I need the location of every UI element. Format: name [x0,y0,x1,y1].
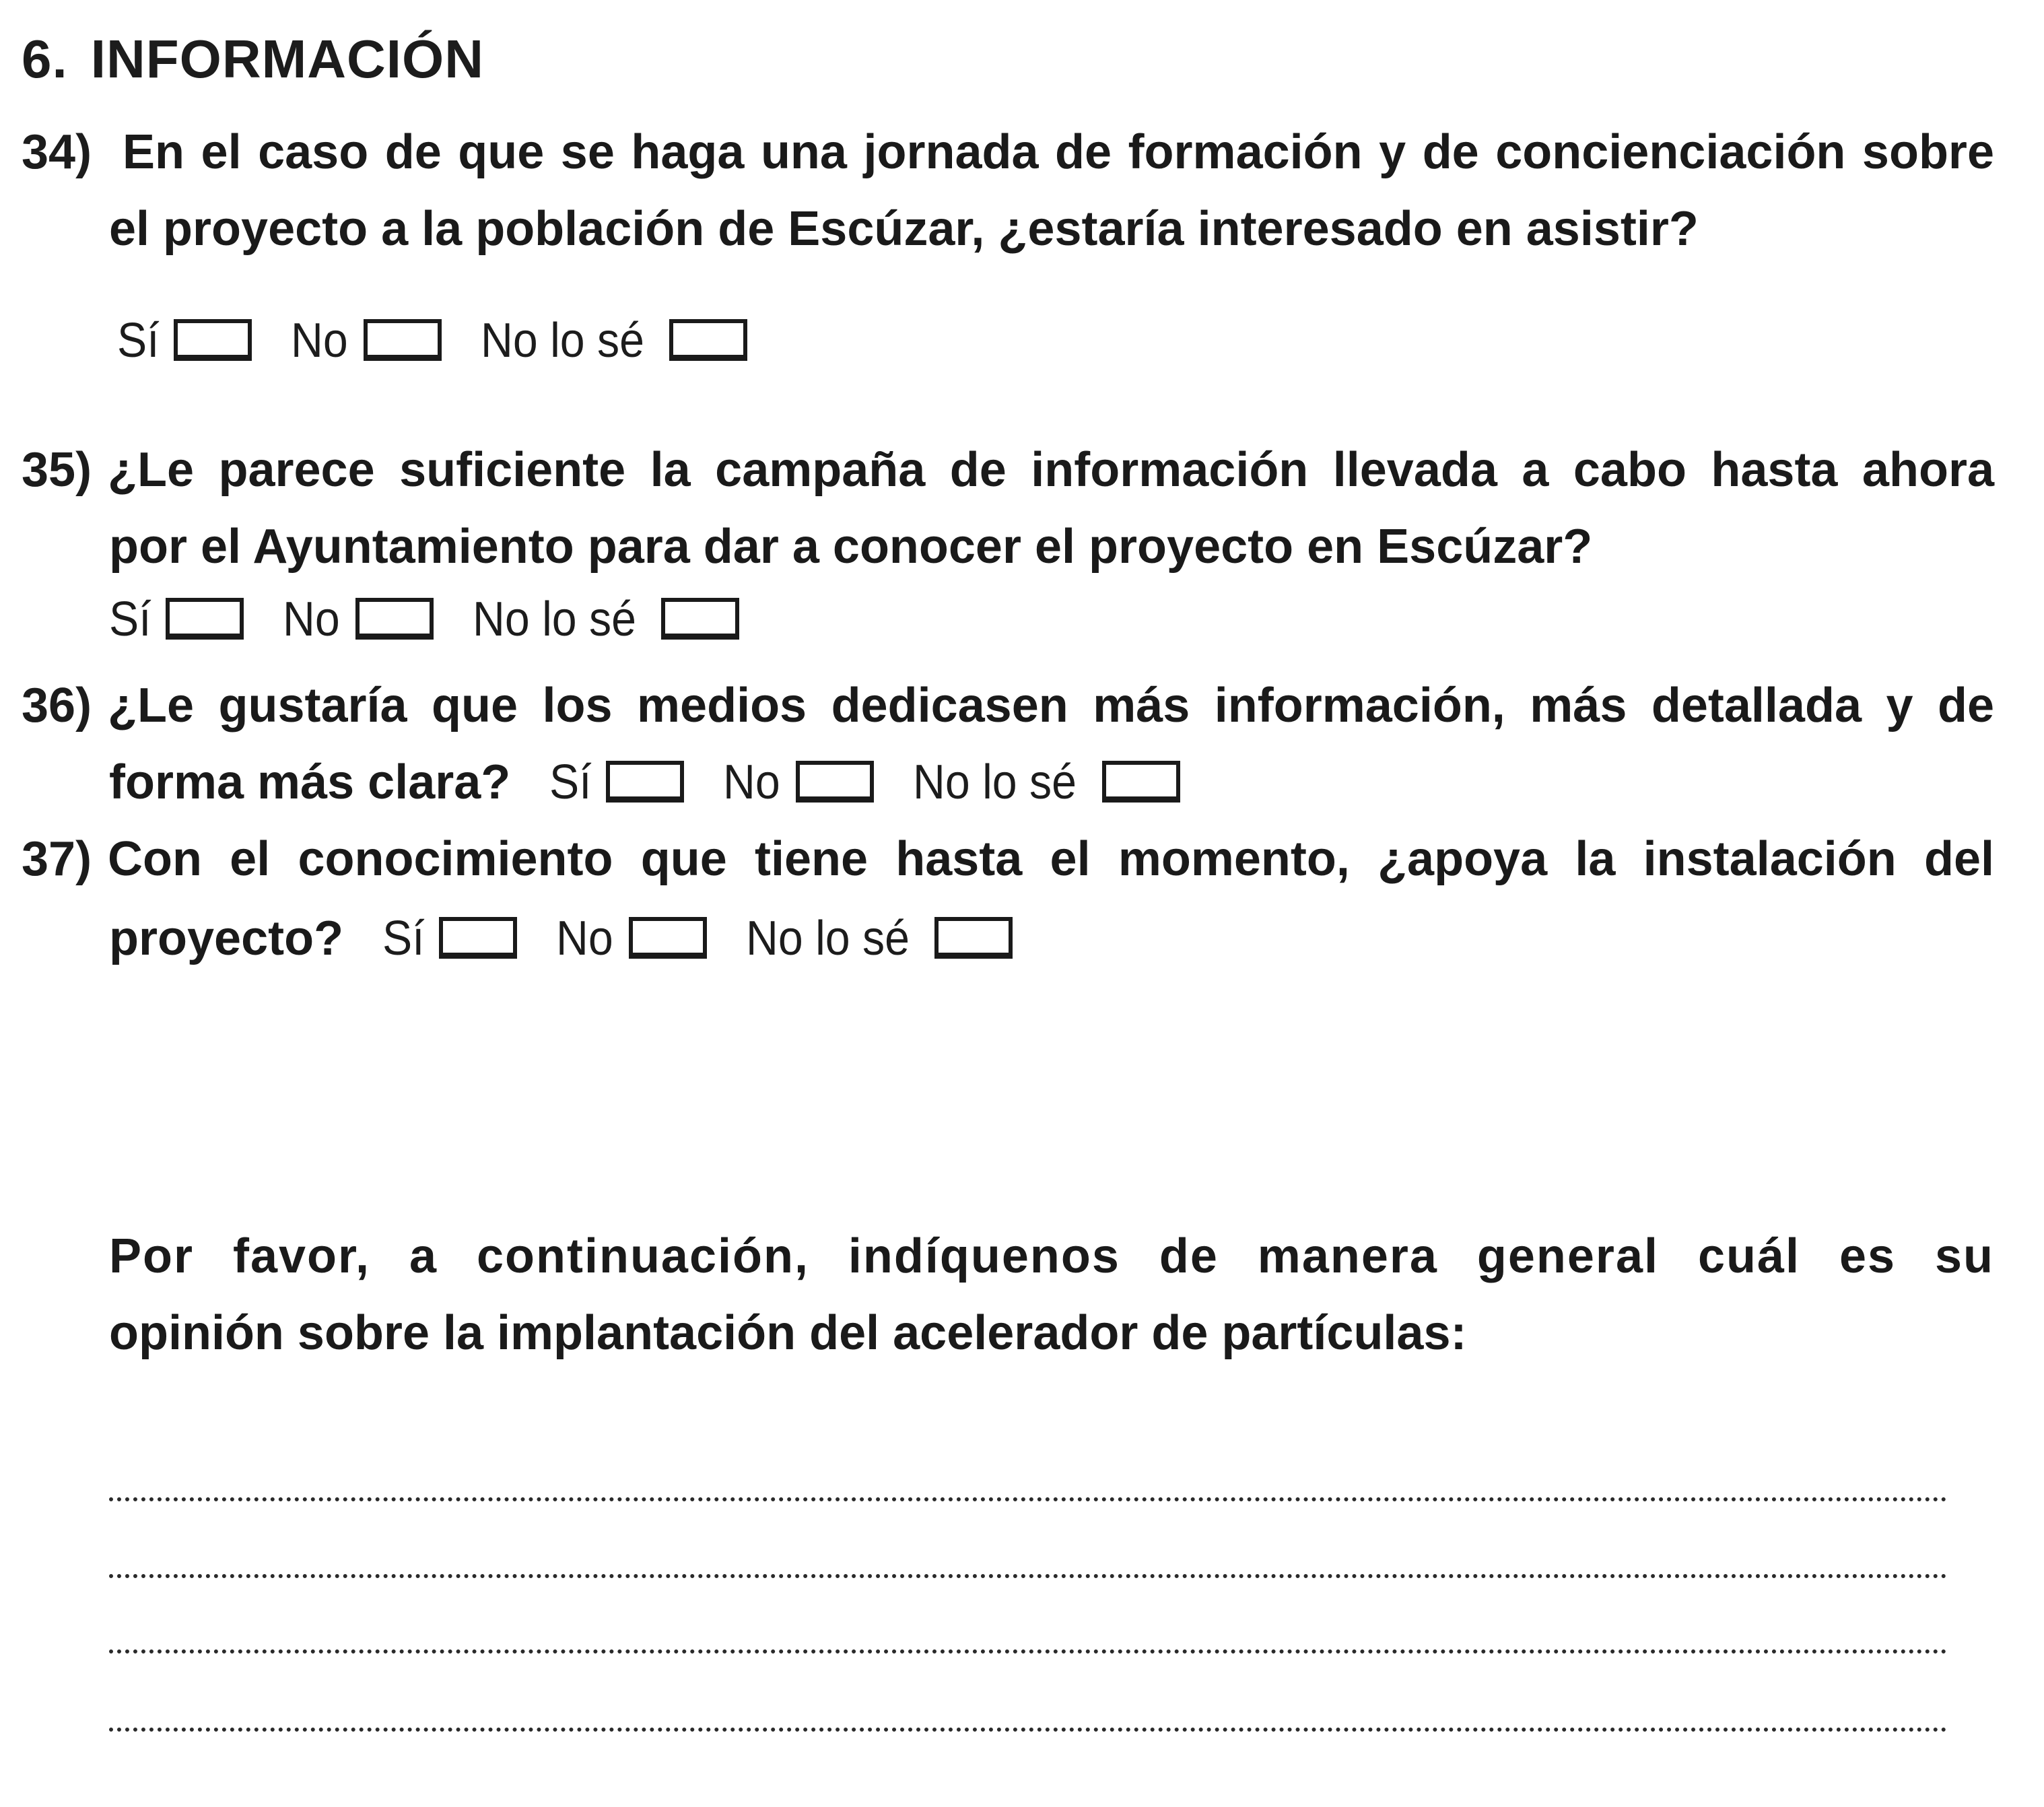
q36-yes-checkbox[interactable] [606,761,684,803]
q36-option-yes[interactable] [549,755,684,809]
option-dont-know-label: No lo sé [746,912,910,965]
option-yes-label: Sí [117,314,160,368]
open-question-line-2: opinión sobre la implantación del acelerador de partículas: [109,1306,1467,1360]
question-35-line-2: por el Ayuntamiento para dar a conocer el proyecto en Escúzar? [109,520,1593,574]
q37-option-yes[interactable] [382,914,517,963]
q34-option-yes[interactable] [117,314,252,368]
q35-option-dont-know[interactable] [473,592,739,646]
q35-no-checkbox[interactable] [355,598,434,640]
q36-option-no[interactable] [723,755,874,809]
question-37-line-1: Con el conocimiento que tiene hasta el momento, ¿apoya la instalación del [108,832,1994,886]
answer-line-3[interactable] [109,1649,1947,1653]
section-heading [22,28,484,90]
q37-option-dont-know[interactable] [746,914,1013,963]
question-37-line-2: proyecto? [109,912,344,965]
question-37-number: 37) [22,832,92,886]
question-35-number: 35) [22,443,92,497]
option-yes-label: Sí [549,755,592,809]
question-36-options [549,755,1180,809]
answer-line-4[interactable] [109,1728,1947,1732]
section-title: INFORMACIÓN [90,29,484,89]
question-36-line-1: ¿Le gustaría que los medios dedicasen más información, más detallada y de [108,679,1994,732]
q34-yes-checkbox[interactable] [174,319,252,361]
q37-yes-checkbox[interactable] [439,917,517,959]
option-no-label: No [291,314,348,368]
q36-dont-know-checkbox[interactable] [1102,761,1180,803]
question-37-options [382,914,1013,963]
answer-line-2[interactable] [109,1574,1947,1578]
q37-dont-know-checkbox[interactable] [934,917,1013,959]
q35-option-no[interactable] [283,592,434,646]
question-34-line-1: En el caso de que se haga una jornada de formación y de concienciación sobre [123,125,1994,179]
q34-option-no[interactable] [291,314,442,368]
question-34-line-2: el proyecto a la población de Escúzar, ¿estaría interesado en asistir? [109,202,1699,256]
section-number: 6. [22,29,68,89]
option-yes-label: Sí [109,592,151,646]
question-36-line-2-row [109,755,1180,809]
question-36-number: 36) [22,679,92,732]
q34-option-dont-know[interactable] [481,314,747,368]
q35-dont-know-checkbox[interactable] [661,598,739,640]
q35-yes-checkbox[interactable] [166,598,244,640]
option-no-label: No [723,755,781,809]
option-yes-label: Sí [382,912,425,965]
open-question-line-1: Por favor, a continuación, indíquenos de manera general cuál es su [109,1229,1994,1283]
q37-option-no[interactable] [556,914,707,963]
q36-no-checkbox[interactable] [796,761,874,803]
question-36-line-2: forma más clara? [109,755,511,809]
question-37-line-2-row [109,914,1013,963]
answer-line-1[interactable] [109,1497,1947,1501]
option-no-label: No [556,912,613,965]
option-dont-know-label: No lo sé [913,755,1077,809]
question-34-options [117,314,747,368]
question-34-number: 34) [22,125,92,179]
question-35-options [109,592,739,646]
question-35-line-1: ¿Le parece suficiente la campaña de información llevada a cabo hasta ahora [108,443,1994,497]
q34-dont-know-checkbox[interactable] [669,319,747,361]
q37-no-checkbox[interactable] [629,917,707,959]
option-dont-know-label: No lo sé [481,314,645,368]
q36-option-dont-know[interactable] [913,755,1180,809]
option-dont-know-label: No lo sé [473,592,637,646]
option-no-label: No [283,592,340,646]
q35-option-yes[interactable] [109,592,244,646]
q34-no-checkbox[interactable] [364,319,442,361]
